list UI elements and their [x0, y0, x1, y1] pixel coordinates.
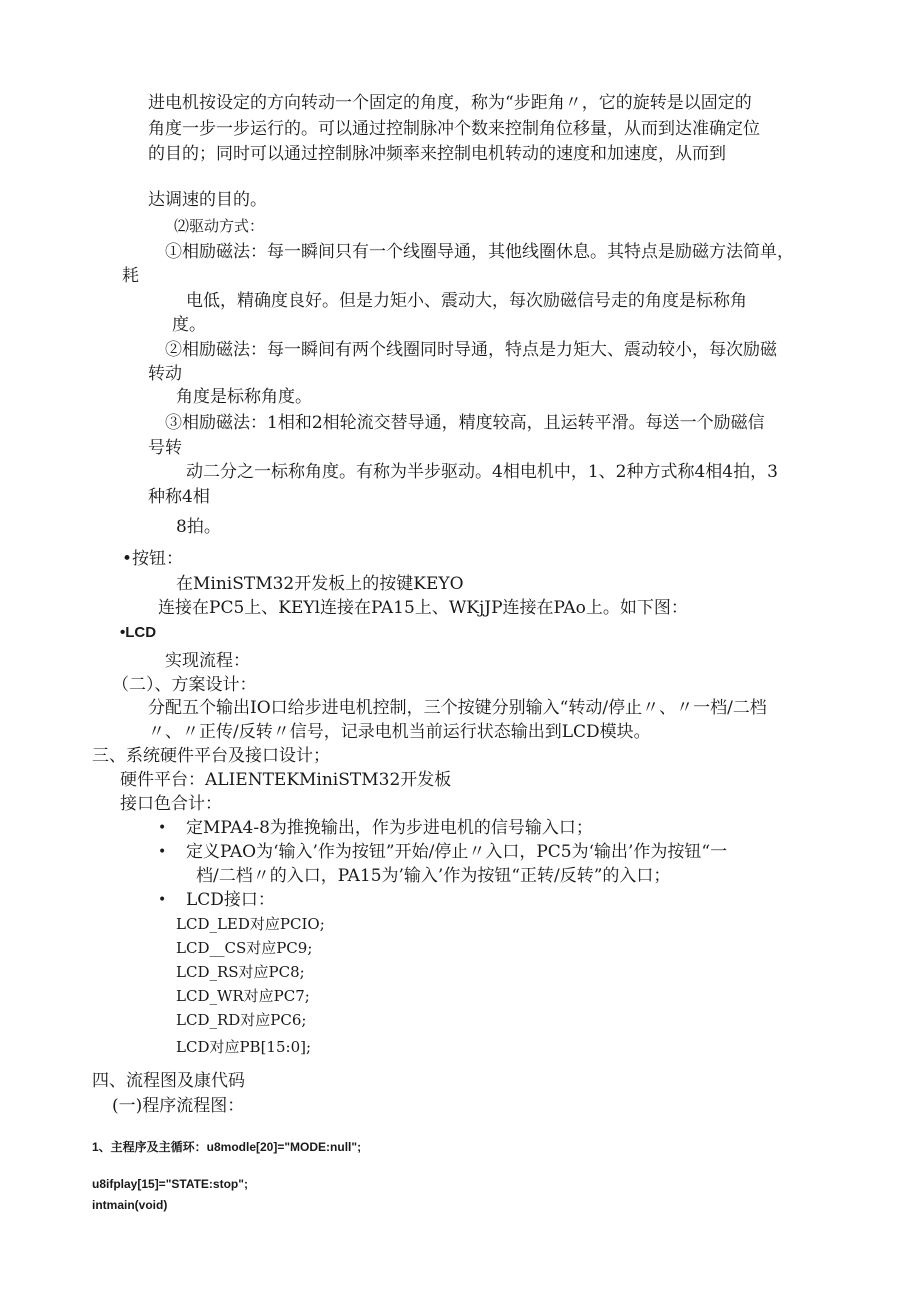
drive-mode-heading: ⑵驱动方式：	[174, 217, 265, 235]
drive-item3-line-1: ③相励磁法：1相和2相轮流交替导通，精度较高，且运转平滑。每送一个励磁信	[165, 413, 765, 433]
lcd-pin-line: LCD__CS对应PC9;	[176, 939, 313, 957]
hardware-platform: 硬件平台：ALIENTEKMiniSTM32开发板	[120, 770, 452, 790]
buttons-line-1: 在MiniSTM32开发板上的按键KEYO	[176, 574, 464, 594]
bullet-dot-2: •	[158, 844, 167, 860]
bullet-dot-1: •	[158, 820, 167, 836]
lcd-heading: •LCD	[120, 624, 157, 641]
buttons-heading: •按钮：	[122, 549, 184, 569]
intro-line-1: 进电机按设定的方向转动一个固定的角度，称为“步距角〃，它的旋转是以固定的	[148, 93, 752, 113]
hardware-bullet-2-line-1: 定义PAO为‘输入’作为按钮”开始/停止〃入口，PC5为‘输出’作为按钮“一	[186, 842, 728, 862]
drive-item2-line-3: 角度是标称角度。	[176, 387, 312, 407]
hardware-interface: 接口色合计：	[120, 794, 222, 814]
intro-line-3: 的目的；同时可以通过控制脉冲频率来控制电机转动的速度和加速度，从而到	[148, 144, 726, 164]
hardware-bullet-3: LCD接口：	[186, 890, 275, 910]
scheme-line-1: 分配五个输出IO口给步进电机控制，三个按键分别输入“转动/停止〃、〃一档/二档	[148, 698, 767, 718]
scheme-heading: （二）、方案设计：	[112, 675, 257, 695]
hardware-bullet-2-line-2: 档/二档〃的入口，PA15为’输入’作为按钮“正转/反转”的入口；	[196, 866, 671, 886]
lcd-pin-line: LCD_WR对应PC7;	[176, 987, 310, 1005]
scheme-line-2: 〃、〃正传/反转〃信号，记录电机当前运行状态输出到LCD模块。	[148, 722, 651, 742]
impl-flow: 实现流程：	[165, 651, 250, 671]
code-line-1: 1、主程序及主循环：u8modle[20]="MODE:null";	[92, 1140, 362, 1154]
section4-sub: (一)程序流程图：	[112, 1096, 245, 1116]
drive-item1-line-1: ①相励磁法：每一瞬间只有一个线圈导通，其他线圈休息。其特点是励磁方法简单，	[165, 242, 794, 262]
buttons-line-2: 连接在PC5上、KEYl连接在PA15上、WKjJP连接在PAo上。如下图：	[158, 598, 688, 618]
lcd-pin-line: LCD对应PB[15:0];	[176, 1038, 312, 1056]
lcd-pin-line: LCD_RS对应PC8;	[176, 963, 305, 981]
hardware-heading: 三、系统硬件平台及接口设计；	[92, 746, 330, 766]
lcd-pin-line: LCD_RD对应PC6;	[176, 1011, 307, 1029]
drive-item3-line-2: 号转	[148, 438, 182, 458]
lcd-pin-line: LCD_LED对应PCIO;	[176, 915, 325, 933]
drive-item3-line-3: 动二分之一标称角度。有称为半步驱动。4相电机中，1、2种方式称4相4拍，3	[186, 462, 778, 482]
drive-item1-line-2: 耗	[122, 266, 139, 286]
drive-item2-line-1: ②相励磁法：每一瞬间有两个线圈同时导通，特点是力矩大、震动较小，每次励磁	[165, 340, 777, 360]
section4-heading: 四、流程图及康代码	[92, 1071, 245, 1091]
drive-item3-line-5: 8拍。	[176, 517, 221, 537]
drive-item1-line-4: 度。	[172, 315, 206, 335]
drive-item2-line-2: 转动	[148, 364, 182, 384]
drive-item1-line-3: 电低，精确度良好。但是力矩小、震动大，每次励磁信号走的角度是标称角	[186, 291, 747, 311]
drive-item3-line-4: 种称4相	[148, 487, 210, 507]
code-line-2: u8ifplay[15]="STATE:stop";	[92, 1177, 248, 1191]
bullet-dot-3: •	[158, 892, 167, 908]
intro-line-4: 达调速的目的。	[148, 190, 267, 210]
code-line-3: intmain(void)	[92, 1198, 168, 1212]
hardware-bullet-1: 定MPA4-8为推挽输出，作为步进电机的信号输入口；	[186, 818, 593, 838]
intro-line-2: 角度一步一步运行的。可以通过控制脉冲个数来控制角位移量，从而到达准确定位	[148, 119, 760, 139]
